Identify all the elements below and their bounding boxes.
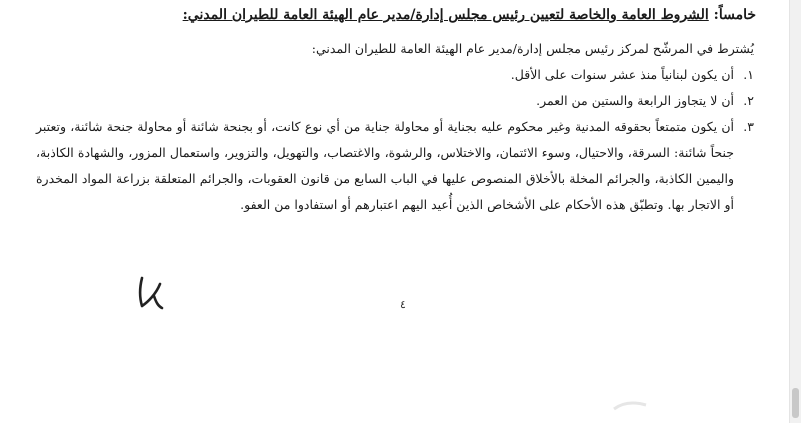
list-item-text: أن لا يتجاوز الرابعة والستين من العمر. (536, 93, 734, 108)
list-item-number: ٢. (743, 93, 754, 108)
list-item-text: أن يكون متمتعاً بحقوقه المدنية وغير محكوم عليه بجناية أو محاولة جناية من أي نوع كانت، أو بجنحة شائنة أو محاولة جنحة شائنة، وتعتبر جنحاً شائنة: السرقة، والاحتيال، وسوء الائتمان، والاختلاس، والرشوة، والاغتصاب، والتهويل، والتزوير، واستعمال المزور، والشهادة الكاذبة، واليمين الكاذبة، والجرائم المخلة بالأخلاق المنصوص عليها في الباب السابع من قانون العقوبات، والجرائم المتعلقة بزراعة المواد المخدرة أو الاتجار بها. وتطبّق هذه الأحكام على الأشخاص الذين أُعيد اليهم اعتبارهم أو استفادوا من العفو. (36, 119, 734, 212)
list-item-number: ٣. (743, 119, 754, 134)
section-heading-text: الشروط العامة والخاصة لتعيين رئيس مجلس إدارة/مدير عام الهيئة العامة للطيران المدني: (182, 7, 709, 23)
faint-mark (610, 395, 650, 415)
page-number: ٤ (400, 298, 406, 311)
list-item-text: أن يكون لبنانياً منذ عشر سنوات على الأقل. (510, 67, 734, 82)
section-heading (36, 4, 756, 26)
list-item (36, 88, 756, 114)
conditions-list (36, 62, 756, 218)
intro-paragraph: يُشترط في المرشّح لمركز رئيس مجلس إدارة/مدير عام الهيئة العامة للطيران المدني: (311, 41, 754, 56)
list-item (36, 62, 756, 88)
list-item-number: ١. (743, 67, 754, 82)
document-body (36, 4, 756, 218)
handwritten-signature (136, 272, 168, 312)
scrollbar-thumb[interactable] (792, 388, 799, 418)
vertical-scrollbar[interactable] (789, 0, 801, 423)
section-heading-label: خامساً: (713, 7, 756, 23)
list-item (36, 114, 756, 218)
